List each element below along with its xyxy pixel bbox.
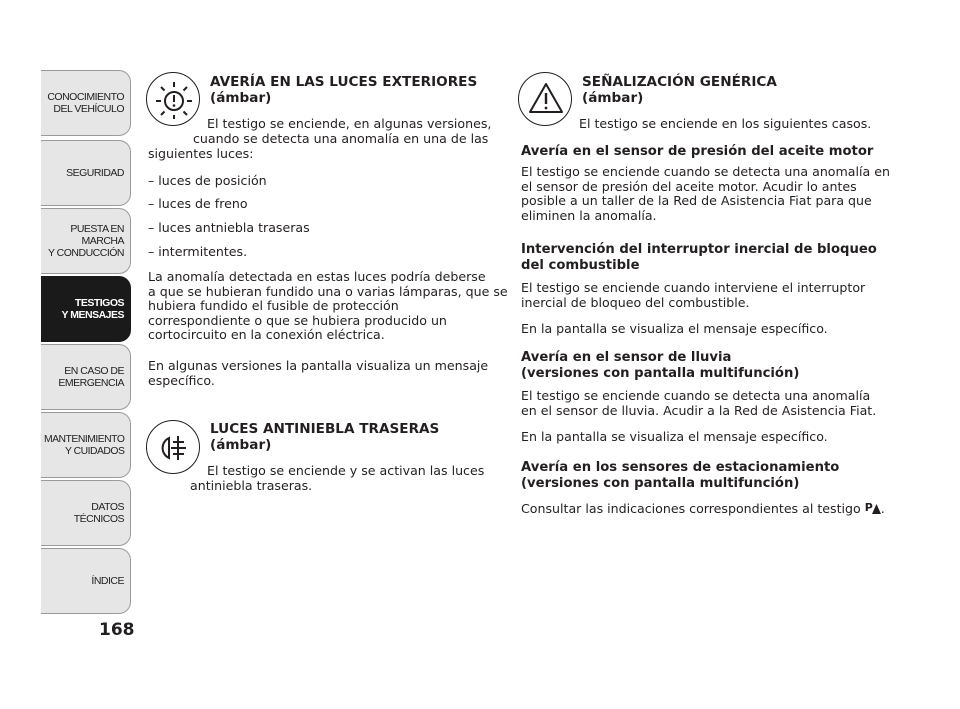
exterior-light-failure-icon	[146, 72, 200, 126]
text-line: hubiera fundido el fusible de protección	[148, 298, 399, 313]
tab-label: PUESTA EN MARCHA Y CONDUCCIÓN	[47, 223, 124, 259]
text-line: el sensor de presión del aceite motor. Acudir lo antes	[521, 178, 857, 194]
tab-label: ÍNDICE	[91, 575, 124, 587]
subsection-title	[521, 460, 839, 492]
intro-text: siguientes luces:	[148, 146, 254, 161]
paragraph: En la pantalla se visualiza el mensaje específico.	[521, 429, 828, 444]
intro-text: El testigo se enciende, en algunas versiones,	[207, 116, 492, 131]
tab-indice[interactable]	[41, 548, 131, 614]
text-line: El testigo se enciende cuando se detecta una anomalía en	[521, 164, 890, 179]
tab-puesta-en-marcha[interactable]	[41, 208, 131, 274]
tab-testigos-y-mensajes[interactable]	[41, 276, 131, 342]
text-line: En algunas versiones la pantalla visualiza un mensaje	[148, 358, 489, 373]
tab-mantenimiento-y-cuidados[interactable]	[41, 412, 131, 478]
section-title	[582, 74, 777, 106]
intro-text: El testigo se enciende en los siguientes casos.	[579, 116, 872, 131]
list-item: – luces de posición	[148, 173, 267, 188]
page-number: 168	[99, 620, 135, 640]
paragraph	[148, 270, 508, 343]
title-line: (ámbar)	[210, 90, 272, 106]
tab-en-caso-de-emergencia[interactable]	[41, 344, 131, 410]
tab-label: DATOS TÉCNICOS	[73, 501, 124, 525]
paragraph	[521, 389, 876, 418]
intro-text: El testigo se enciende y se activan las luces	[207, 463, 485, 478]
subsection-title	[521, 350, 799, 382]
parking-symbol: P	[864, 501, 873, 514]
tab-label: EN CASO DE EMERGENCIA	[58, 365, 124, 389]
intro-text: antiniebla traseras.	[190, 478, 313, 493]
tab-label: MANTENIMIENTO Y CUIDADOS	[43, 433, 124, 457]
warning-triangle-icon	[518, 72, 572, 126]
text-line: La anomalía detectada en estas luces podría deberse	[148, 269, 486, 284]
text-line: inercial de bloqueo del combustible.	[521, 294, 750, 310]
parking-sensor-icon	[865, 502, 881, 514]
list-item: – intermitentes.	[148, 244, 248, 259]
text-line: El testigo se enciende cuando interviene el interruptor	[521, 280, 866, 295]
title-line: (ámbar)	[210, 437, 272, 453]
tab-datos-tecnicos[interactable]	[41, 480, 131, 546]
paragraph	[521, 502, 885, 517]
paragraph	[521, 165, 890, 223]
text-line: Consultar las indicaciones correspondientes al testigo	[521, 501, 861, 516]
tab-seguridad[interactable]	[41, 140, 131, 206]
title-line: Avería en los sensores de estacionamiento	[521, 460, 840, 475]
text-line: eliminen la anomalía.	[521, 207, 657, 223]
title-line: Intervención del interruptor inercial de bloqueo	[521, 242, 877, 257]
text-line: a que se hubieran fundido una o varias lámparas, que se	[148, 283, 508, 299]
list-item: – luces antniebla traseras	[148, 220, 310, 235]
text-line: correspondiente o que se hubiera producido un	[148, 312, 447, 328]
text-line: específico.	[148, 372, 215, 388]
list-item: – luces de freno	[148, 196, 248, 211]
text-line: cortocircuito en la conexión eléctrica.	[148, 327, 385, 342]
tab-label: TESTIGOS Y MENSAJES	[61, 297, 124, 321]
tab-label: SEGURIDAD	[66, 167, 124, 179]
text-line: posible a un taller de la Red de Asistencia Fiat para que	[521, 193, 872, 208]
rear-fog-light-icon	[146, 420, 200, 474]
paragraph	[521, 281, 865, 310]
title-line: Avería en el sensor de lluvia	[521, 350, 732, 365]
subsection-title: Avería en el sensor de presión del aceite motor	[521, 144, 874, 159]
title-line: AVERÍA EN LAS LUCES EXTERIORES	[210, 74, 478, 90]
paragraph: En la pantalla se visualiza el mensaje específico.	[521, 321, 828, 336]
section-title	[210, 74, 477, 106]
subsection-title	[521, 242, 877, 274]
tab-label: CONOCIMIENTO DEL VEHÍCULO	[47, 91, 124, 115]
text-line: en el sensor de lluvia. Acudir a la Red de Asistencia Fiat.	[521, 402, 877, 418]
title-line: (ámbar)	[582, 90, 644, 106]
title-line: (versiones con pantalla multifunción)	[521, 366, 800, 381]
title-line: SEÑALIZACIÓN GENÉRICA	[582, 74, 777, 90]
intro-text: cuando se detecta una anomalía en una de las	[193, 131, 489, 146]
paragraph	[148, 359, 488, 388]
title-line: (versiones con pantalla multifunción)	[521, 476, 800, 491]
text-line: El testigo se enciende cuando se detecta una anomalía	[521, 388, 871, 403]
section-title	[210, 421, 439, 453]
title-line: del combustible	[521, 258, 640, 273]
title-line: LUCES ANTINIEBLA TRASERAS	[210, 421, 440, 437]
tab-conocimiento-del-vehiculo[interactable]	[41, 70, 131, 136]
period: .	[880, 501, 885, 516]
